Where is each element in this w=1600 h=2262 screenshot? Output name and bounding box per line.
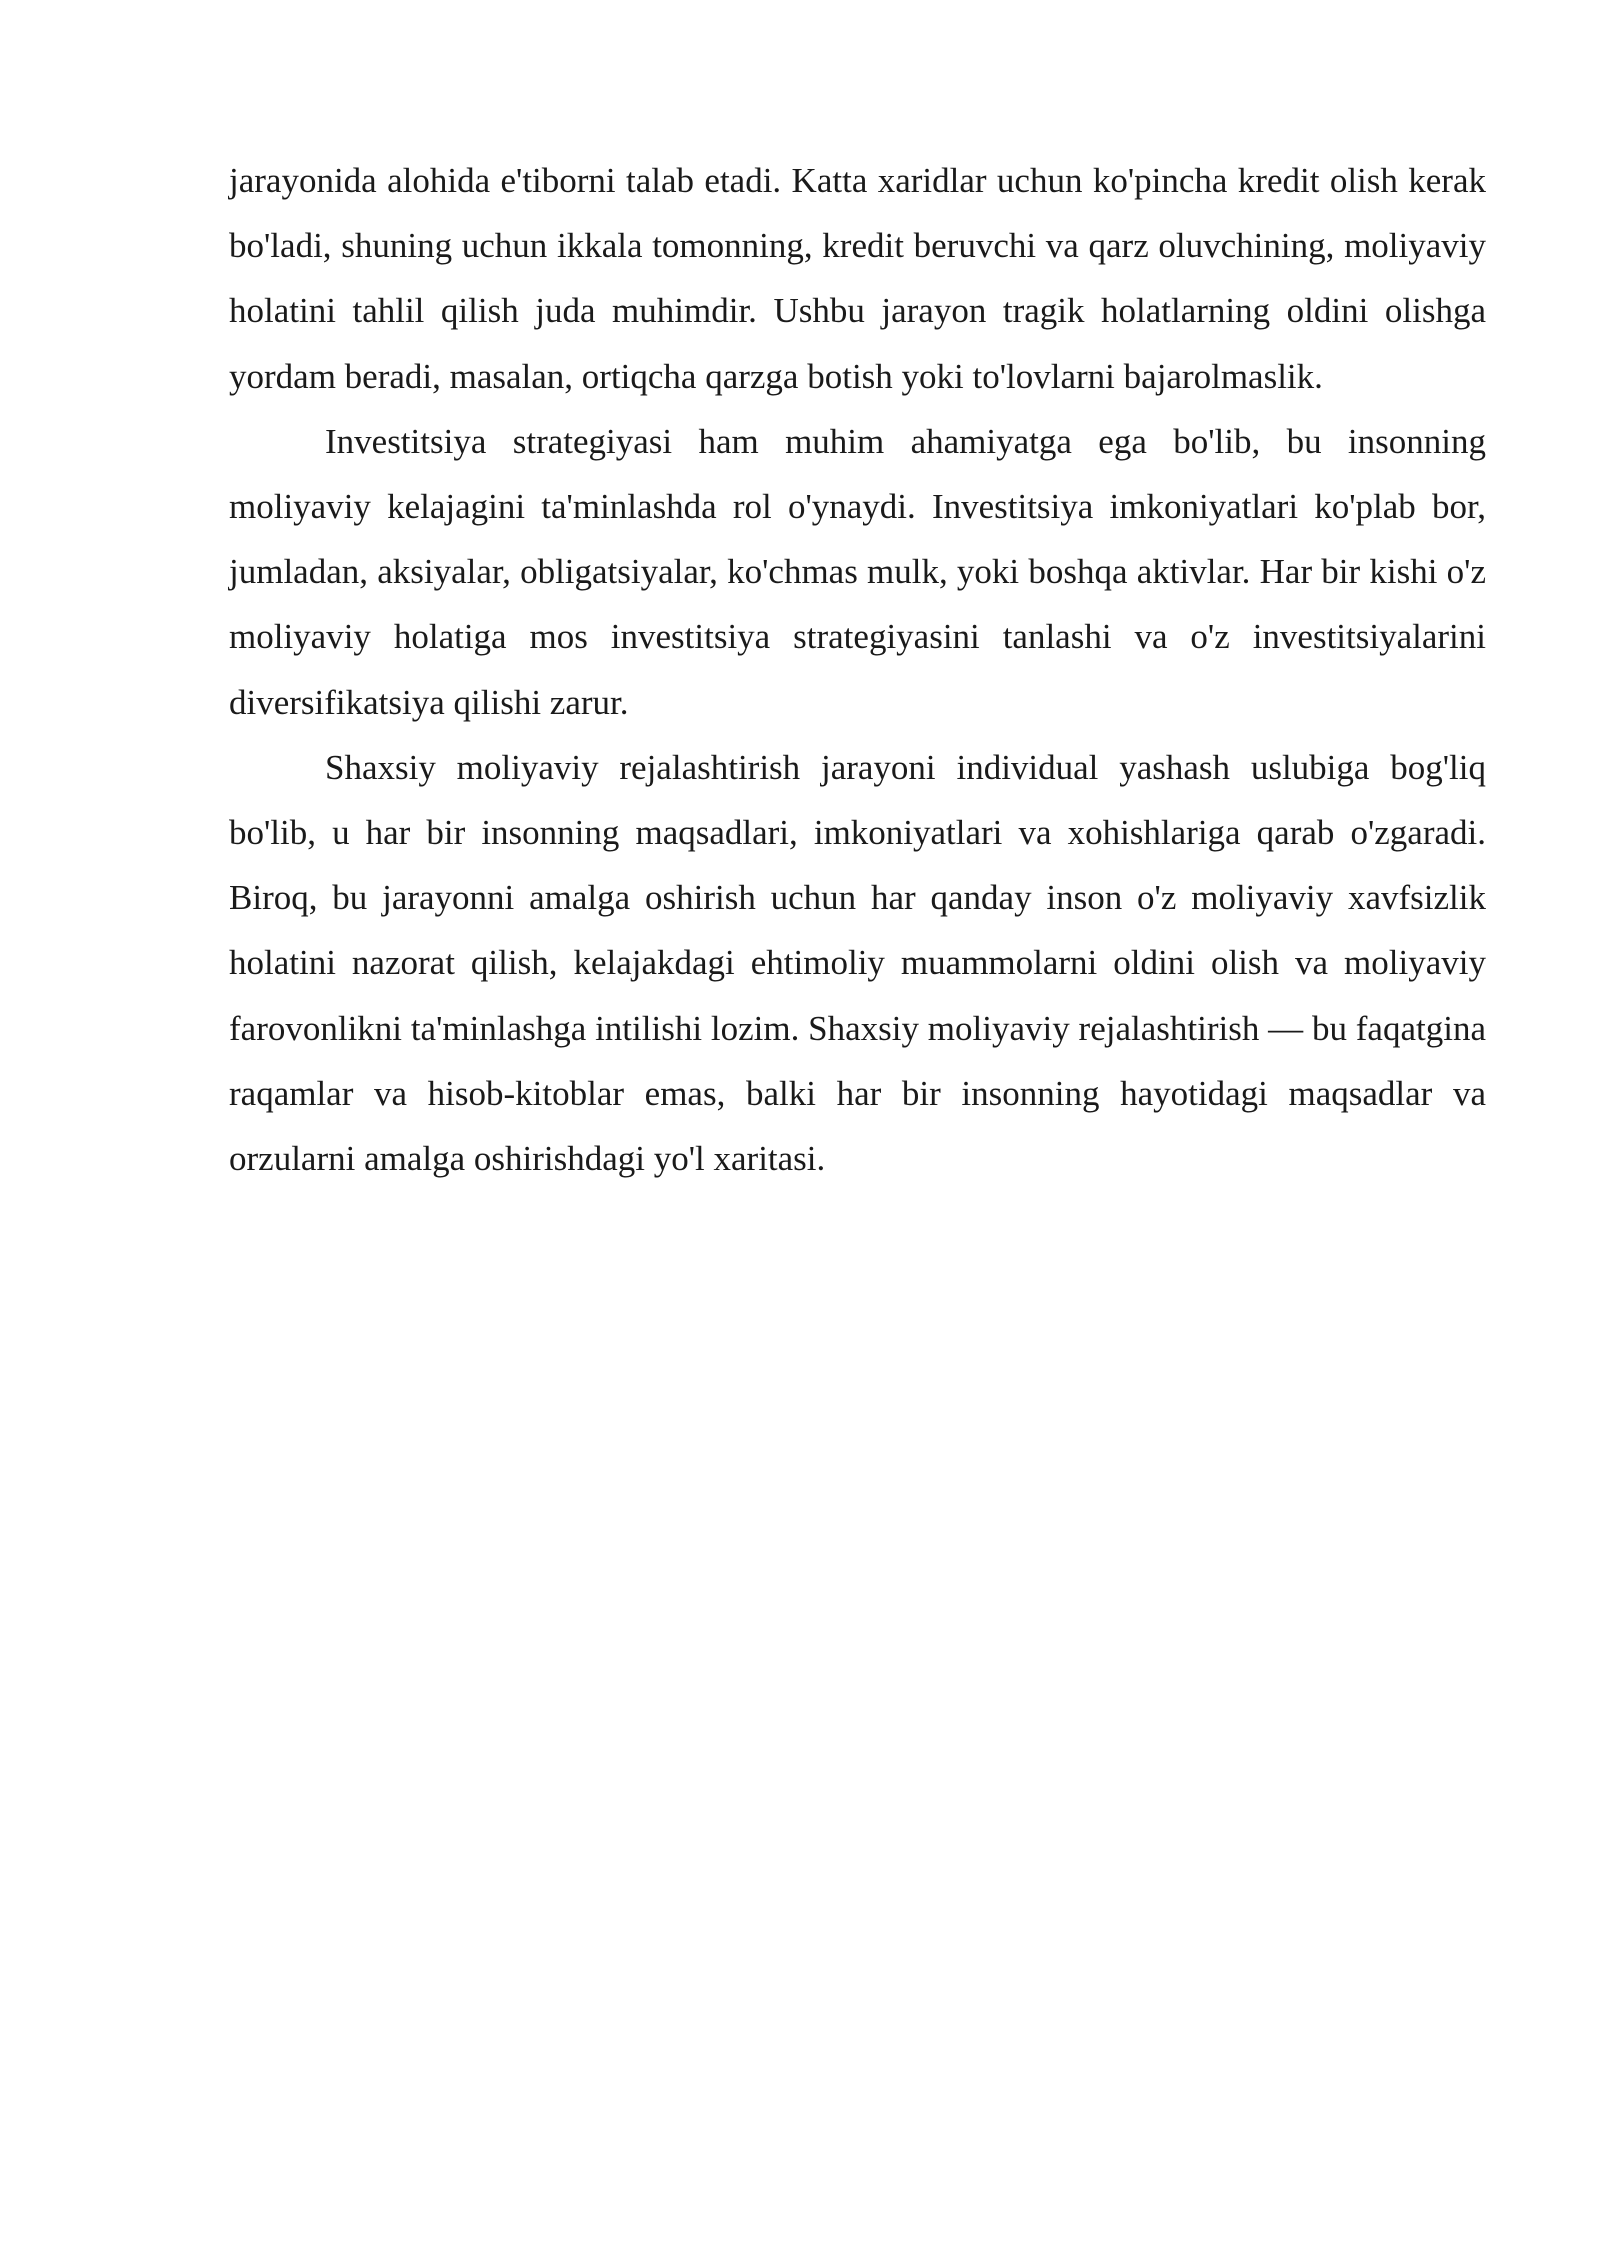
- paragraph-2: Investitsiya strategiyasi ham muhim ahamiyatga ega bo'lib, bu insonning moliyaviy kelajagini ta'minlashda rol o'ynaydi. Investitsiya imkoniyatlari ko'plab bor, jumladan, aksiyalar, obligatsiyalar, ko'chmas mulk, yoki boshqa aktivlar. Har bir kishi o'z moliyaviy holatiga mos investitsiya strategiyasini tanlashi va o'z investitsiyalarini diversifikatsiya qilishi zarur.: [229, 421, 1486, 722]
- paragraph-1: jarayonida alohida e'tiborni talab etadi. Katta xaridlar uchun ko'pincha kredit olish kerak bo'ladi, shuning uchun ikkala tomonning, kredit beruvchi va qarz oluvchining, moliyaviy holatini tahlil qilish juda muhimdir. Ushbu jarayon tragik holatlarning oldini olishga yordam beradi, masalan, ortiqcha qarzga botish yoki to'lovlarni bajarolmaslik.: [229, 161, 1486, 396]
- document-body: [229, 148, 1486, 1191]
- paragraph-3: Shaxsiy moliyaviy rejalashtirish jarayoni individual yashash uslubiga bog'liq bo'lib, u har bir insonning maqsadlari, imkoniyatlari va xohishlariga qarab o'zgaradi. Biroq, bu jarayonni amalga oshirish uchun har qanday inson o'z moliyaviy xavfsizlik holatini nazorat qilish, kelajakdagi ehtimoliy muammolarni oldini olish va moliyaviy farovonlikni ta'minlashga intilishi lozim. Shaxsiy moliyaviy rejalashtirish — bu faqatgina raqamlar va hisob-kitoblar emas, balki har bir insonning hayotidagi maqsadlar va orzularni amalga oshirishdagi yo'l xaritasi.: [229, 747, 1486, 1179]
